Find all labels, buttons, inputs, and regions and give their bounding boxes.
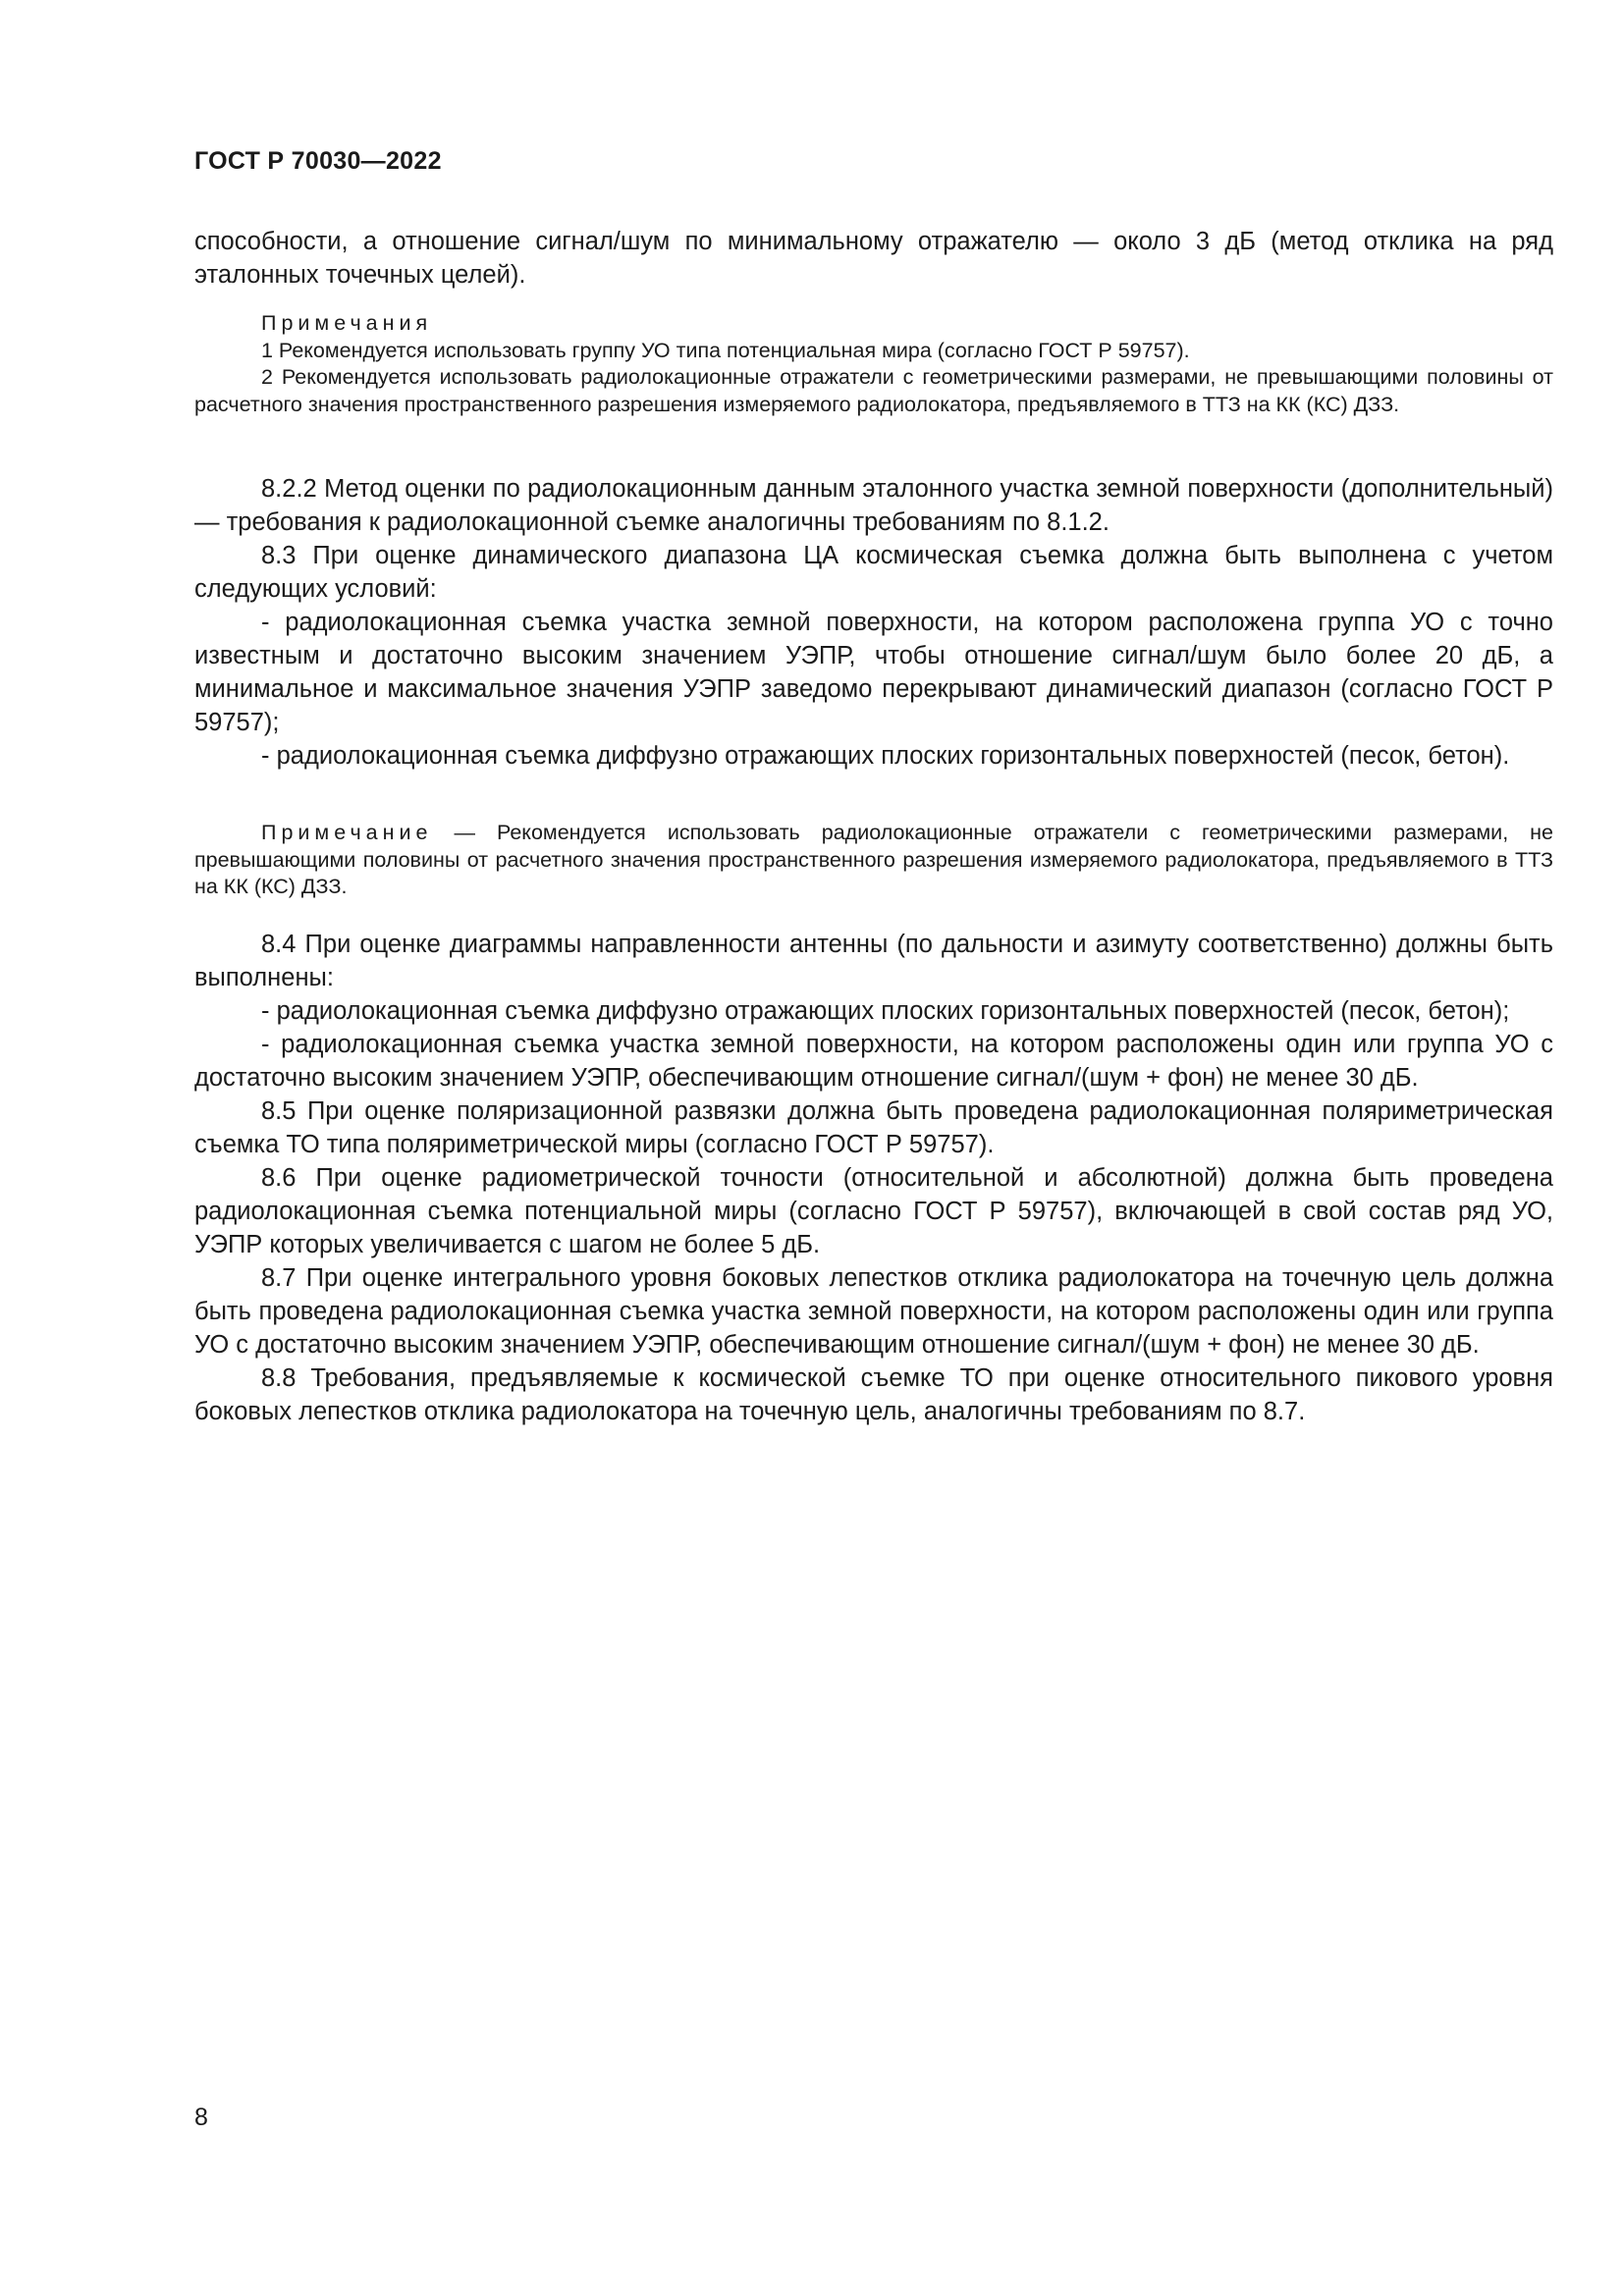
paragraph-8-2-2: 8.2.2 Метод оценки по радиолокационным данным эталонного участка земной поверхности (дополнительный) — требования к радиолокационной съемке аналогичны требованиям по 8.1.2. [194,475,1553,536]
notes-heading: Примечания [261,311,433,335]
document-id-header: ГОСТ Р 70030—2022 [194,147,442,175]
note-block-2 [194,820,1553,901]
paragraph-8-4: 8.4 При оценке диаграммы направленности антенны (по дальности и азимуту соответственно) должны быть выполнены: [194,931,1553,991]
main-text-block [194,472,1553,773]
note-2-text: Рекомендуется использовать радиолокационные отражатели с геометрическими размерами, не превышающими половины от расчетного значения пространственного разрешения измеряемого радиолокатора, предъявляемого в ТТЗ на КК (КС) ДЗЗ. [194,821,1553,898]
paragraph-8-4-item-1: - радиолокационная съемка диффузно отражающих плоских горизонтальных поверхностей (песок, бетон); [261,997,1510,1025]
paragraph-8-3: 8.3 При оценке динамического диапазона ЦА космическая съемка должна быть выполнена с учетом следующих условий: [194,542,1553,603]
notes-block [194,310,1553,418]
note-item-1: 1 Рекомендуется использовать группу УО типа потенциальная мира (согласно ГОСТ Р 59757). [261,338,1190,362]
note-2-label: Примечание [261,821,433,844]
main-text-block-2 [194,928,1553,1428]
paragraph-8-8: 8.8 Требования, предъявляемые к космической съемке ТО при оценке относительного пикового уровня боковых лепестков отклика радиолокатора на точечную цель, аналогичны требованиям по 8.7. [194,1364,1553,1425]
intro-block [194,225,1553,292]
paragraph-8-5: 8.5 При оценке поляризационной развязки должна быть проведена радиолокационная поляриметрическая съемка ТО типа поляриметрической миры (согласно ГОСТ Р 59757). [194,1097,1553,1158]
paragraph-8-7: 8.7 При оценке интегрального уровня боковых лепестков отклика радиолокатора на точечную цель должна быть проведена радиолокационная съемка участка земной поверхности, на котором расположены один или группа УО с достаточно высоким значением УЭПР, обеспечивающим отношение сигнал/(шум + фон) не менее 30 дБ. [194,1264,1553,1359]
intro-paragraph: способности, а отношение сигнал/шум по минимальному отражателю — около 3 дБ (метод отклика на ряд эталонных точечных целей). [194,228,1553,289]
paragraph-8-3-item-1: - радиолокационная съемка участка земной поверхности, на котором расположена группа УО с точно известным и достаточно высоким значением УЭПР, чтобы отношение сигнал/шум было более 20 дБ, а минимальное и максимальное значения УЭПР заведомо перекрывают динамический диапазон (согласно ГОСТ Р 59757); [194,609,1553,736]
paragraph-8-3-item-2: - радиолокационная съемка диффузно отражающих плоских горизонтальных поверхностей (песок, бетон). [261,742,1510,770]
page-number: 8 [194,2104,208,2131]
note-2-paragraph [194,820,1553,901]
note-2-dash: — [432,821,497,844]
note-item-2: 2 Рекомендуется использовать радиолокационные отражатели с геометрическими размерами, не превышающими половины от расчетного значения пространственного разрешения измеряемого радиолокатора, предъявляемого в ТТЗ на КК (КС) ДЗЗ. [194,365,1553,416]
paragraph-8-6: 8.6 При оценке радиометрической точности (относительной и абсолютной) должна быть проведена радиолокационная съемка потенциальной миры (согласно ГОСТ Р 59757), включающей в свой состав ряд УО, УЭПР которых увеличивается с шагом не более 5 дБ. [194,1164,1553,1258]
paragraph-8-4-item-2: - радиолокационная съемка участка земной поверхности, на котором расположены один или группа УО с достаточно высоким значением УЭПР, обеспечивающим отношение сигнал/(шум + фон) не менее 30 дБ. [194,1031,1553,1092]
